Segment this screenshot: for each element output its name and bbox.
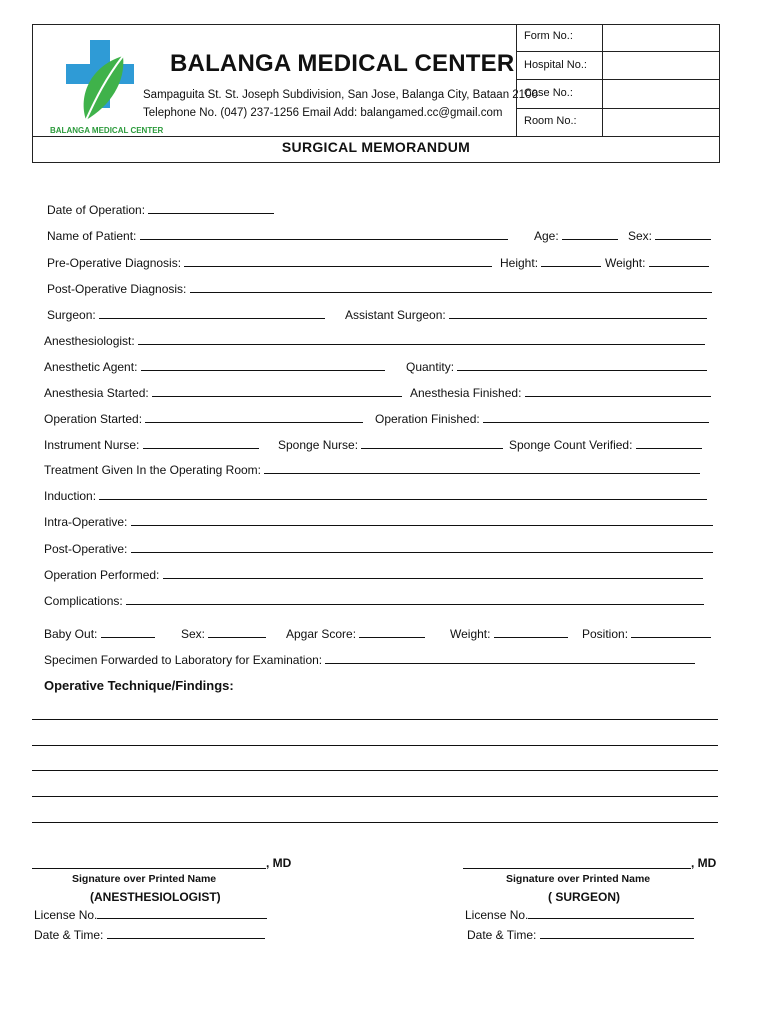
surgeon-md-suffix: , MD xyxy=(691,856,717,870)
sponge-nurse-line[interactable] xyxy=(361,437,503,449)
field-label: Name of Patient: xyxy=(47,229,137,243)
records-row-line xyxy=(516,79,720,80)
logo-caption: BALANGA MEDICAL CENTER xyxy=(50,126,164,135)
form-title: SURGICAL MEMORANDUM xyxy=(281,139,471,155)
field-label: Complications: xyxy=(44,594,123,608)
post-operative-field xyxy=(44,541,713,556)
pre-op-diagnosis-line[interactable] xyxy=(184,255,492,267)
operation-started-field xyxy=(44,411,363,426)
field-label: Sex: xyxy=(181,627,206,641)
specimen-forwarded-field xyxy=(44,652,695,667)
field-label: Weight: xyxy=(605,256,646,270)
technique-line[interactable] xyxy=(32,796,718,797)
room-no-label: Room No.: xyxy=(524,115,577,127)
surgeon-role: ( SURGEON) xyxy=(548,890,620,904)
field-label: Anesthesiologist: xyxy=(44,334,135,348)
records-value-divider xyxy=(602,24,603,137)
technique-line[interactable] xyxy=(32,719,718,720)
baby-weight-line[interactable] xyxy=(494,626,568,638)
assistant-surgeon-field xyxy=(345,307,707,322)
post-op-diagnosis-field xyxy=(47,281,712,296)
treatment-given-field xyxy=(44,462,700,477)
anesthesiologist-sig-caption: Signature over Printed Name xyxy=(72,873,217,885)
hospital-contact: Telephone No. (047) 237-1256 Email Add: balangamed.cc@gmail.com xyxy=(143,107,503,119)
anesthetic-agent-field xyxy=(44,359,385,374)
surgeon-license-line[interactable] xyxy=(528,907,694,919)
age-line[interactable] xyxy=(562,228,618,240)
anesthesia-finished-field xyxy=(410,385,711,400)
field-label: Height: xyxy=(500,256,539,270)
field-label: Instrument Nurse: xyxy=(44,438,140,452)
sponge-count-verified-field xyxy=(509,437,702,452)
field-label: Sex: xyxy=(628,229,653,243)
date-of-operation-line[interactable] xyxy=(148,202,274,214)
surgeon-sig-caption: Signature over Printed Name xyxy=(506,873,651,885)
surgeon-license xyxy=(465,907,694,922)
height-line[interactable] xyxy=(541,255,601,267)
surgeon-signature-line[interactable] xyxy=(463,868,691,869)
field-label: Assistant Surgeon: xyxy=(345,308,446,322)
field-label: Weight: xyxy=(450,627,491,641)
induction-line[interactable] xyxy=(99,488,707,500)
field-label: Position: xyxy=(582,627,629,641)
surgeon-datetime-line[interactable] xyxy=(540,927,694,939)
baby-sex-field xyxy=(181,626,266,641)
field-label: Post-Operative: xyxy=(44,542,128,556)
complications-line[interactable] xyxy=(126,593,704,605)
anesthesiologist-license xyxy=(34,907,267,922)
position-field xyxy=(582,626,711,641)
field-label: Pre-Operative Diagnosis: xyxy=(47,256,182,270)
field-label: Anesthesia Finished: xyxy=(410,386,522,400)
technique-line[interactable] xyxy=(32,745,718,746)
license-label: License No. xyxy=(465,908,529,922)
anesthesia-started-field xyxy=(44,385,402,400)
quantity-line[interactable] xyxy=(457,359,707,371)
specimen-forwarded-line[interactable] xyxy=(325,652,695,664)
anesthesia-started-line[interactable] xyxy=(152,385,402,397)
field-label: Operation Finished: xyxy=(375,412,480,426)
form-no-label: Form No.: xyxy=(524,30,573,42)
field-label: Operation Performed: xyxy=(44,568,160,582)
surgeon-datetime xyxy=(467,927,694,942)
license-label: License No. xyxy=(34,908,98,922)
anesthetic-agent-line[interactable] xyxy=(141,359,385,371)
field-label: Sponge Count Verified: xyxy=(509,438,633,452)
records-row-line xyxy=(516,51,720,52)
records-divider xyxy=(516,24,517,137)
quantity-field xyxy=(406,359,707,374)
sponge-nurse-field xyxy=(278,437,503,452)
datetime-label: Date & Time: xyxy=(34,928,104,942)
name-of-patient-field xyxy=(47,228,508,243)
intra-operative-field xyxy=(44,514,713,529)
treatment-given-line[interactable] xyxy=(264,462,700,474)
name-of-patient-line[interactable] xyxy=(140,228,508,240)
field-label: Intra-Operative: xyxy=(44,515,128,529)
field-label: Post-Operative Diagnosis: xyxy=(47,282,187,296)
hospital-no-label: Hospital No.: xyxy=(524,59,587,71)
hospital-logo xyxy=(50,36,160,136)
hospital-address: Sampaguita St. St. Joseph Subdivision, San Jose, Balanga City, Bataan 2100 xyxy=(143,89,538,101)
surgeon-line[interactable] xyxy=(99,307,325,319)
anesthesiologist-datetime-line[interactable] xyxy=(107,927,265,939)
baby-out-field xyxy=(44,626,155,641)
operative-technique-heading: Operative Technique/Findings: xyxy=(44,678,234,693)
field-label: Baby Out: xyxy=(44,627,98,641)
post-op-diagnosis-line[interactable] xyxy=(190,281,712,293)
field-label: Operation Started: xyxy=(44,412,143,426)
field-label: Anesthesia Started: xyxy=(44,386,149,400)
complications-field xyxy=(44,593,704,608)
induction-field xyxy=(44,488,707,503)
technique-line[interactable] xyxy=(32,770,718,771)
hospital-name: BALANGA MEDICAL CENTER xyxy=(170,50,515,77)
weight-line[interactable] xyxy=(649,255,709,267)
date-of-operation-field xyxy=(47,202,274,217)
assistant-surgeon-line[interactable] xyxy=(449,307,707,319)
operation-performed-line[interactable] xyxy=(163,567,703,579)
field-label: Anesthetic Agent: xyxy=(44,360,138,374)
anesthesiologist-datetime xyxy=(34,927,265,942)
age-field xyxy=(534,228,618,243)
field-label: Specimen Forwarded to Laboratory for Examination: xyxy=(44,653,323,667)
operation-finished-field xyxy=(375,411,709,426)
field-label: Induction: xyxy=(44,489,97,503)
field-label: Quantity: xyxy=(406,360,455,374)
instrument-nurse-line[interactable] xyxy=(143,437,259,449)
apgar-score-line[interactable] xyxy=(359,626,425,638)
datetime-label: Date & Time: xyxy=(467,928,537,942)
case-no-label: Case No.: xyxy=(524,87,573,99)
anesthesia-finished-line[interactable] xyxy=(525,385,711,397)
sex-field xyxy=(628,228,711,243)
height-field xyxy=(500,255,601,270)
field-label: Surgeon: xyxy=(47,308,96,322)
anesthesiologist-signature-line[interactable] xyxy=(32,868,266,869)
records-row-line xyxy=(516,108,720,109)
operation-started-line[interactable] xyxy=(145,411,363,423)
position-line[interactable] xyxy=(631,626,711,638)
header-divider xyxy=(32,136,720,137)
intra-operative-line[interactable] xyxy=(131,514,713,526)
field-label: Sponge Nurse: xyxy=(278,438,359,452)
field-label: Age: xyxy=(534,229,559,243)
technique-line[interactable] xyxy=(32,822,718,823)
baby-sex-line[interactable] xyxy=(208,626,266,638)
anesthesiologist-role: (ANESTHESIOLOGIST) xyxy=(90,890,221,904)
field-label: Date of Operation: xyxy=(47,203,146,217)
sex-line[interactable] xyxy=(655,228,711,240)
operation-performed-field xyxy=(44,567,703,582)
pre-op-diagnosis-field xyxy=(47,255,492,270)
sponge-count-verified-line[interactable] xyxy=(636,437,702,449)
field-label: Treatment Given In the Operating Room: xyxy=(44,463,261,477)
field-label: Apgar Score: xyxy=(286,627,357,641)
apgar-score-field xyxy=(286,626,425,641)
post-operative-line[interactable] xyxy=(131,541,713,553)
anesthesiologist-line[interactable] xyxy=(138,333,705,345)
instrument-nurse-field xyxy=(44,437,259,452)
anesthesiologist-license-line[interactable] xyxy=(97,907,267,919)
anesthesiologist-md-suffix: , MD xyxy=(266,856,292,870)
weight-field xyxy=(605,255,709,270)
baby-out-line[interactable] xyxy=(101,626,155,638)
baby-weight-field xyxy=(450,626,568,641)
anesthesiologist-field xyxy=(44,333,705,348)
operation-finished-line[interactable] xyxy=(483,411,709,423)
surgeon-field xyxy=(47,307,325,322)
